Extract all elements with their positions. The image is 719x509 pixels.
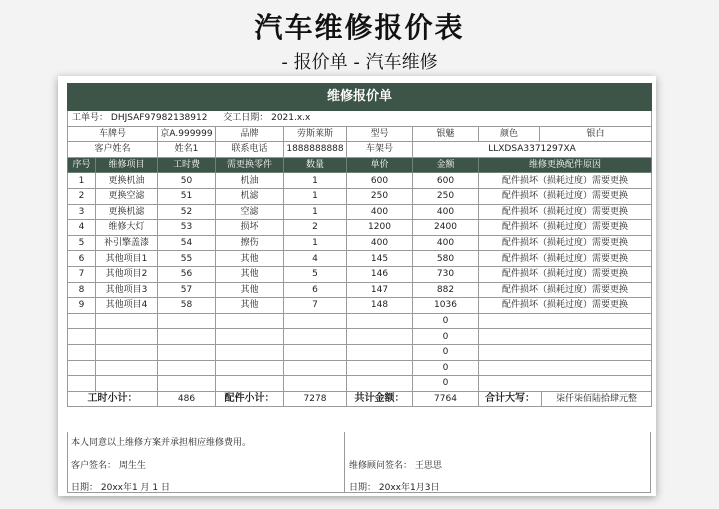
amount-cell: 0 — [413, 329, 479, 345]
replace-reason-cell — [479, 329, 652, 345]
quote-table — [67, 83, 652, 407]
table-row — [68, 282, 652, 298]
row-index-cell: 6 — [68, 251, 96, 267]
unit-price-cell: 147 — [347, 282, 413, 298]
replacement-part-cell: 其他 — [216, 251, 284, 267]
repair-item-cell: 更换机滤 — [96, 204, 158, 220]
replacement-part-cell — [216, 329, 284, 345]
table-row — [68, 251, 652, 267]
labor-fee-cell: 56 — [158, 266, 216, 282]
replacement-part-cell: 其他 — [216, 298, 284, 314]
row-index-cell — [68, 376, 96, 392]
customer-signature: 客户签名： 周生生 — [71, 461, 146, 471]
replacement-part-cell: 擦伤 — [216, 235, 284, 251]
table-header-row — [68, 157, 652, 173]
replacement-part-cell: 其他 — [216, 282, 284, 298]
date-value: 2021.x.x — [271, 113, 311, 124]
amount-cell: 0 — [413, 376, 479, 392]
quantity-cell: 1 — [284, 173, 347, 189]
customer-date: 日期： 20xx年1 月 1 日 — [71, 483, 171, 493]
row-index-cell: 2 — [68, 188, 96, 204]
caps-label: 合计大写： — [479, 392, 542, 406]
phone-value: 1888888888 — [284, 142, 347, 158]
labor-fee-cell — [158, 360, 216, 376]
table-row — [68, 376, 652, 392]
repair-item-cell: 其他项目2 — [96, 266, 158, 282]
replace-reason-cell: 配件损坏（损耗过度）需要更换 — [479, 188, 652, 204]
replacement-part-cell: 损坏 — [216, 220, 284, 236]
quantity-cell — [284, 344, 347, 360]
table-row — [68, 266, 652, 282]
col-header: 序号 — [68, 157, 96, 173]
quantity-cell: 6 — [284, 282, 347, 298]
labor-fee-cell — [158, 329, 216, 345]
replacement-part-cell: 其他 — [216, 266, 284, 282]
consultant-date: 日期： 20xx年1月3日 — [349, 483, 440, 493]
repair-item-cell: 其他项目3 — [96, 282, 158, 298]
replace-reason-cell — [479, 313, 652, 329]
amount-cell: 2400 — [413, 220, 479, 236]
repair-item-cell: 更换机油 — [96, 173, 158, 189]
agreement-text: 本人同意以上维修方案并承担相应维修费用。 — [71, 438, 252, 448]
replace-reason-cell: 配件损坏（损耗过度）需要更换 — [479, 235, 652, 251]
unit-price-cell — [347, 360, 413, 376]
totals-row — [68, 391, 652, 407]
replace-reason-cell: 配件损坏（损耗过度）需要更换 — [479, 204, 652, 220]
replace-reason-cell: 配件损坏（损耗过度）需要更换 — [479, 251, 652, 267]
amount-cell: 0 — [413, 360, 479, 376]
amount-cell: 882 — [413, 282, 479, 298]
labor-total-label: 工时小计： — [68, 391, 158, 407]
amount-cell: 250 — [413, 188, 479, 204]
table-row — [68, 220, 652, 236]
row-index-cell — [68, 329, 96, 345]
labor-fee-cell — [158, 313, 216, 329]
color-cell — [479, 126, 652, 142]
unit-price-cell — [347, 344, 413, 360]
repair-item-cell — [96, 329, 158, 345]
repair-item-cell: 更换空滤 — [96, 188, 158, 204]
row-index-cell: 9 — [68, 298, 96, 314]
table-row — [68, 173, 652, 189]
amount-cell: 400 — [413, 204, 479, 220]
amount-cell: 1036 — [413, 298, 479, 314]
table-row — [68, 235, 652, 251]
quantity-cell — [284, 360, 347, 376]
quantity-cell: 2 — [284, 220, 347, 236]
row-index-cell: 4 — [68, 220, 96, 236]
unit-price-cell: 148 — [347, 298, 413, 314]
signature-divider — [344, 432, 345, 492]
unit-price-cell: 400 — [347, 204, 413, 220]
replace-reason-cell — [479, 344, 652, 360]
row-index-cell: 8 — [68, 282, 96, 298]
plate-value: 京A.999999 — [158, 126, 216, 142]
replace-reason-cell: 配件损坏（损耗过度）需要更换 — [479, 282, 652, 298]
col-header: 工时费 — [158, 157, 216, 173]
amount-cell: 0 — [413, 313, 479, 329]
order-number: DHJSAF97982138912 — [110, 113, 208, 124]
color-label: 颜色 — [479, 127, 540, 141]
unit-price-cell: 145 — [347, 251, 413, 267]
unit-price-cell: 1200 — [347, 220, 413, 236]
repair-item-cell — [96, 313, 158, 329]
frame-value: LLXDSA3371297XA — [413, 142, 652, 158]
amount-cell: 580 — [413, 251, 479, 267]
repair-item-cell: 其他项目4 — [96, 298, 158, 314]
replacement-part-cell: 空滤 — [216, 204, 284, 220]
row-index-cell — [68, 313, 96, 329]
customer-label: 客户姓名 — [68, 142, 158, 158]
frame-label: 车架号 — [347, 142, 413, 158]
quantity-cell: 4 — [284, 251, 347, 267]
table-row — [68, 298, 652, 314]
order-info-row — [68, 111, 652, 127]
caps-value: 柒仟柒佰陆拾肆元整 — [556, 393, 638, 404]
row-index-cell — [68, 360, 96, 376]
replacement-part-cell — [216, 313, 284, 329]
quantity-cell — [284, 376, 347, 392]
labor-fee-cell: 50 — [158, 173, 216, 189]
repair-item-cell: 其他项目1 — [96, 251, 158, 267]
col-header: 维修更换配件原因 — [479, 157, 652, 173]
unit-price-cell: 250 — [347, 188, 413, 204]
vehicle-row — [68, 126, 652, 142]
caps-cell — [479, 391, 652, 407]
table-row — [68, 360, 652, 376]
amount-cell: 0 — [413, 344, 479, 360]
quantity-cell — [284, 313, 347, 329]
unit-price-cell: 400 — [347, 235, 413, 251]
table-row — [68, 204, 652, 220]
labor-fee-cell: 57 — [158, 282, 216, 298]
labor-fee-cell — [158, 344, 216, 360]
labor-fee-cell: 58 — [158, 298, 216, 314]
amount-cell: 600 — [413, 173, 479, 189]
row-index-cell: 5 — [68, 235, 96, 251]
replace-reason-cell — [479, 376, 652, 392]
labor-total-value: 486 — [158, 391, 216, 407]
row-index-cell: 7 — [68, 266, 96, 282]
page-title: 汽车维修报价表 — [254, 11, 465, 44]
quantity-cell: 1 — [284, 235, 347, 251]
unit-price-cell: 146 — [347, 266, 413, 282]
date-label: 交工日期： — [223, 113, 269, 124]
model-value: 银魅 — [413, 126, 479, 142]
labor-fee-cell — [158, 376, 216, 392]
repair-item-cell — [96, 344, 158, 360]
form-banner: 维修报价单 — [68, 84, 652, 111]
col-header: 数量 — [284, 157, 347, 173]
brand-value: 劳斯莱斯 — [284, 126, 347, 142]
replace-reason-cell: 配件损坏（损耗过度）需要更换 — [479, 173, 652, 189]
customer-value: 姓名1 — [158, 142, 216, 158]
table-row — [68, 344, 652, 360]
replacement-part-cell: 机滤 — [216, 188, 284, 204]
unit-price-cell — [347, 329, 413, 345]
labor-fee-cell: 52 — [158, 204, 216, 220]
repair-item-cell: 补引擎盖漆 — [96, 235, 158, 251]
customer-row — [68, 142, 652, 158]
col-header: 维修项目 — [96, 157, 158, 173]
replace-reason-cell — [479, 360, 652, 376]
order-label: 工单号： — [72, 113, 109, 124]
signature-area — [67, 432, 651, 493]
labor-fee-cell: 53 — [158, 220, 216, 236]
labor-fee-cell: 55 — [158, 251, 216, 267]
quote-form — [67, 83, 651, 493]
sum-label: 共计金额： — [347, 391, 413, 407]
row-index-cell: 1 — [68, 173, 96, 189]
replacement-part-cell — [216, 360, 284, 376]
repair-item-cell — [96, 360, 158, 376]
amount-cell: 400 — [413, 235, 479, 251]
repair-item-cell: 维修大灯 — [96, 220, 158, 236]
labor-fee-cell: 51 — [158, 188, 216, 204]
quote-sheet — [58, 76, 656, 496]
parts-total-value: 7278 — [284, 391, 347, 407]
phone-label: 联系电话 — [216, 142, 284, 158]
consultant-signature: 维修顾问签名： 王思思 — [349, 461, 442, 471]
amount-cell: 730 — [413, 266, 479, 282]
unit-price-cell — [347, 376, 413, 392]
quantity-cell: 1 — [284, 204, 347, 220]
sum-value: 7764 — [413, 391, 479, 407]
replacement-part-cell: 机油 — [216, 173, 284, 189]
col-header: 单价 — [347, 157, 413, 173]
repair-item-cell — [96, 376, 158, 392]
page-subtitle: - 报价单 - 汽车维修 — [281, 52, 438, 73]
replace-reason-cell: 配件损坏（损耗过度）需要更换 — [479, 266, 652, 282]
row-index-cell — [68, 344, 96, 360]
col-header: 金额 — [413, 157, 479, 173]
unit-price-cell: 600 — [347, 173, 413, 189]
replace-reason-cell: 配件损坏（损耗过度）需要更换 — [479, 220, 652, 236]
table-row — [68, 329, 652, 345]
table-row — [68, 188, 652, 204]
replacement-part-cell — [216, 376, 284, 392]
brand-label: 品牌 — [216, 126, 284, 142]
table-row — [68, 313, 652, 329]
parts-total-label: 配件小计： — [216, 391, 284, 407]
plate-label: 车牌号 — [68, 126, 158, 142]
labor-fee-cell: 54 — [158, 235, 216, 251]
model-label: 型号 — [347, 126, 413, 142]
quantity-cell: 7 — [284, 298, 347, 314]
color-value: 银白 — [586, 128, 605, 139]
col-header: 需更换零件 — [216, 157, 284, 173]
unit-price-cell — [347, 313, 413, 329]
quantity-cell — [284, 329, 347, 345]
quantity-cell: 1 — [284, 188, 347, 204]
quantity-cell: 5 — [284, 266, 347, 282]
row-index-cell: 3 — [68, 204, 96, 220]
replace-reason-cell: 配件损坏（损耗过度）需要更换 — [479, 298, 652, 314]
replacement-part-cell — [216, 344, 284, 360]
